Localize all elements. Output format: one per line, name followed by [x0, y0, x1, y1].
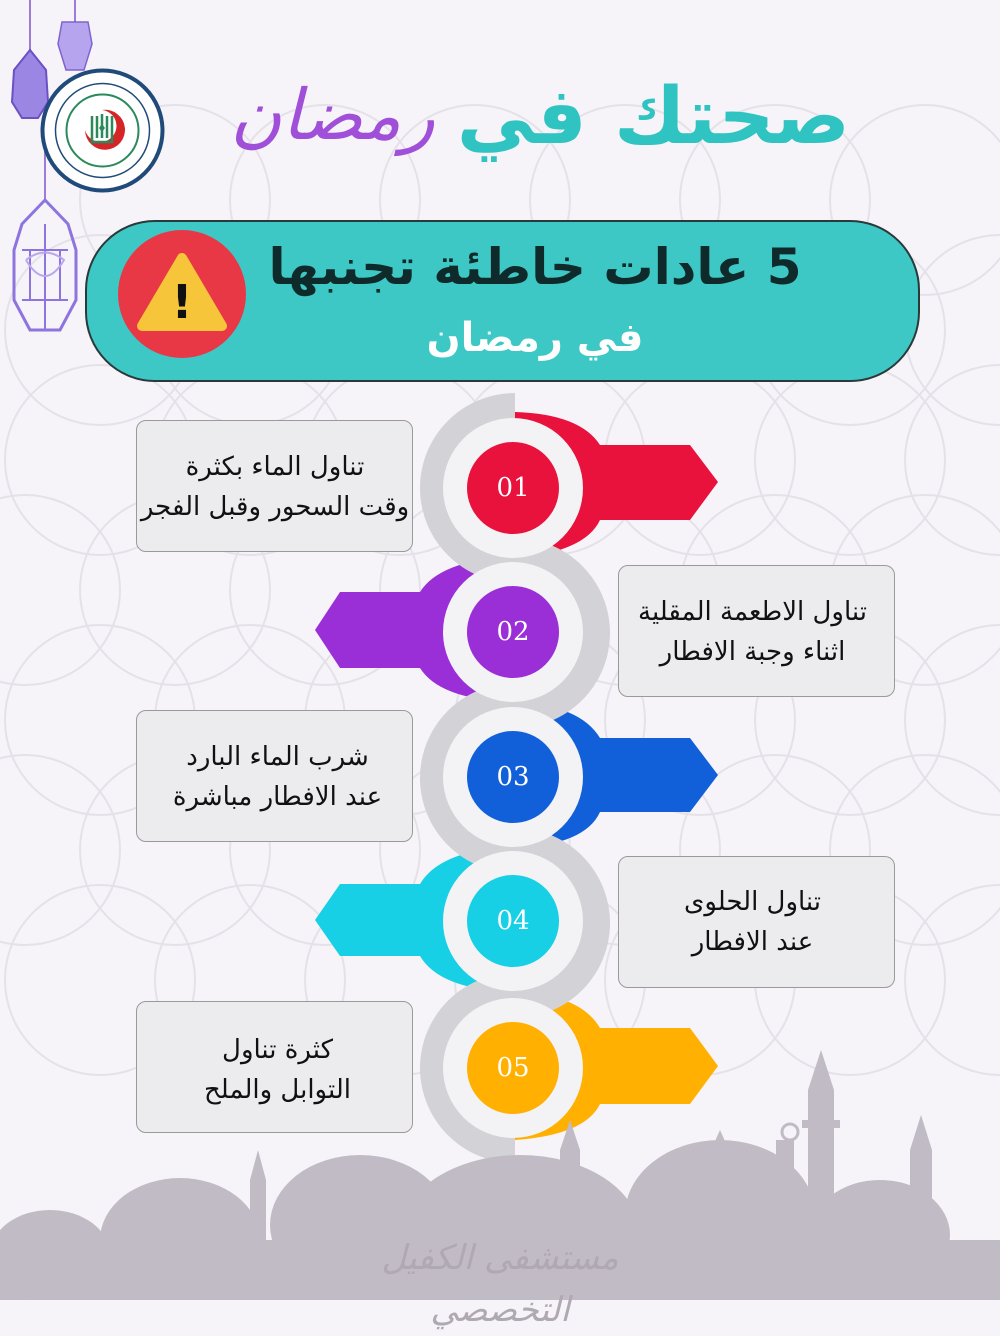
step-2-text — [615, 592, 890, 672]
step-1-line2: وقت السحور وقبل الفجر — [140, 492, 410, 522]
step-2-number: 02 — [467, 586, 559, 678]
step-5-number: 05 — [467, 1022, 559, 1114]
step-2-line1: تناول الاطعمة المقلية — [638, 597, 867, 627]
step-3-line1: شرب الماء البارد — [186, 742, 369, 772]
step-4-number: 04 — [467, 875, 559, 967]
step-1-number: 01 — [467, 442, 559, 534]
step-2-line2: اثناء وجبة الافطار — [659, 637, 846, 667]
warning-badge — [118, 230, 246, 358]
banner-subtitle: في رمضان — [426, 315, 644, 361]
warning-mark: ! — [171, 275, 193, 329]
page-title: صحتك في — [456, 72, 850, 162]
footer-signature: مستشفى الكفيل التخصصي — [381, 1238, 619, 1330]
step-4-line1: تناول الحلوى — [683, 887, 822, 917]
warning-triangle-icon — [118, 230, 246, 358]
hospital-logo — [40, 68, 165, 193]
banner-title: 5 عادات خاطئة تجنبها — [268, 238, 802, 296]
step-5-line2: التوابل والملح — [204, 1075, 351, 1105]
step-3-line2: عند الافطار مباشرة — [172, 782, 383, 812]
step-5-line1: كثرة تناول — [222, 1035, 333, 1065]
step-4-text — [615, 882, 890, 962]
step-1-line1: تناول الماء بكثرة — [185, 452, 365, 482]
step-3-number: 03 — [467, 731, 559, 823]
step-3-text — [140, 737, 415, 817]
step-4-line2: عند الافطار — [691, 927, 814, 957]
step-1-text — [140, 447, 410, 527]
title-script-ramadan: رمضان — [230, 74, 435, 156]
